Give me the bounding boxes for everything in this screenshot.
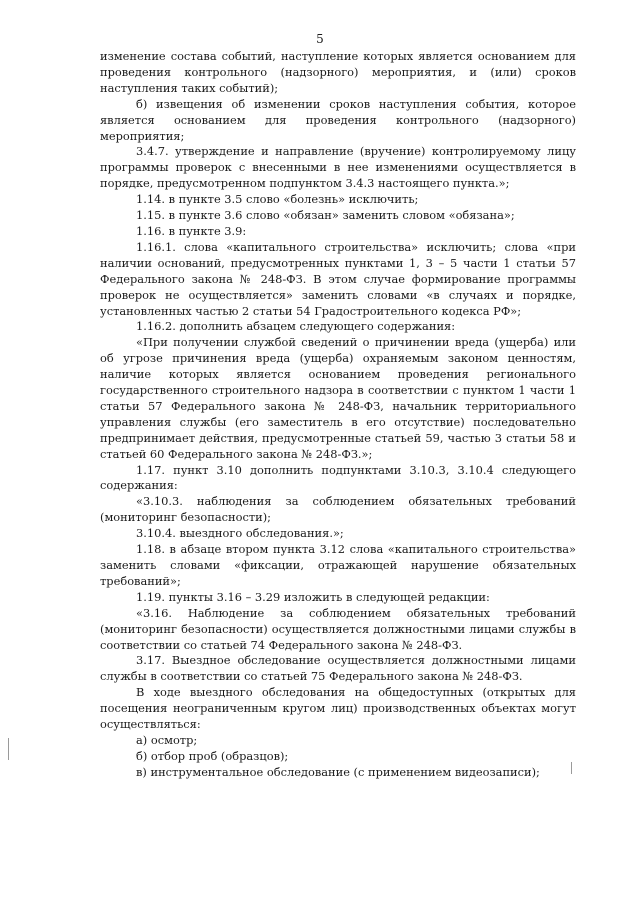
paragraph-7: 1.16.1. слова «капитального строительства» исключить; слова «при наличии оснований, предусмотренных пунктами 1, 3 – 5 части 1 статьи 57 Федерального закона № 248-ФЗ. В этом случае формирование программы проверок не осуществляется» заменить словами «в случаях и порядке, установленных частью 2 статьи 54 Градостроительного кодекса РФ»;	[100, 239, 576, 318]
paragraph-14: 1.19. пункты 3.16 – 3.29 изложить в следующей редакции:	[136, 589, 490, 604]
paragraph-10: 1.17. пункт 3.10 дополнить подпунктами 3.10.3, 3.10.4 следующего содержания:	[100, 462, 576, 493]
page-number: 5	[316, 32, 324, 46]
paragraph-4: 1.14. в пункте 3.5 слово «болезнь» исключить;	[136, 192, 419, 207]
paragraph-6: 1.16. в пункте 3.9:	[136, 223, 247, 238]
paragraph-5: 1.15. в пункте 3.6 слово «обязан» заменить словом «обязана»;	[136, 208, 515, 223]
paragraph-16: 3.17. Выездное обследование осуществляется должностными лицами службы в соответствии со статьей 75 Федерального закона № 248-ФЗ.	[100, 653, 576, 684]
document-body	[100, 49, 576, 781]
paragraph-3: 3.4.7. утверждение и направление (вручение) контролируемому лицу программы проверок с внесенными в нее изменениями осуществляется в порядке, предусмотренном подпунктом 3.4.3 настоящего пункта.»;	[100, 144, 576, 191]
paragraph-13: 1.18. в абзаце втором пункта 3.12 слова «капитального строительства» заменить словами «фиксации, отражающей нарушение обязательных требований»;	[100, 542, 576, 588]
paragraph-18: а) осмотр;	[136, 732, 198, 747]
paragraph-12: 3.10.4. выездного обследования.»;	[136, 526, 344, 541]
paragraph-15: «3.16. Наблюдение за соблюдением обязательных требований (мониторинг безопасности) осуществляется должностными лицами службы в соответствии со статьей 74 Федерального закона № 248-ФЗ.	[100, 605, 576, 652]
paragraph-2: б) извещения об изменении сроков наступления события, которое является основанием для проведения контрольного (надзорного) мероприятия;	[100, 96, 576, 143]
scan-artifact-right	[571, 762, 572, 774]
paragraph-19: б) отбор проб (образцов);	[136, 748, 289, 763]
paragraph-8: 1.16.2. дополнить абзацем следующего содержания:	[136, 319, 456, 334]
paragraph-20: в) инструментальное обследование (с применением видеозаписи);	[136, 764, 540, 779]
scan-artifact-left	[8, 738, 9, 760]
paragraph-9: «При получении службой сведений о причинении вреда (ущерба) или об угрозе причинения вреда (ущерба) охраняемым законом ценностям, наличие которых является основанием проведения регионального государственного строительного надзора в соответствии с пунктом 1 части 1 статьи 57 Федерального закона № 248-ФЗ, начальник территориального управления службы (его заместитель в его отсутствие) последовательно предпринимает действия, предусмотренные статьей 59, частью 3 статьи 58 и статьей 60 Федерального закона № 248-ФЗ.»;	[100, 335, 576, 461]
paragraph-17: В ходе выездного обследования на общедоступных (открытых для посещения неограниченным кругом лиц) производственных объектах могут осуществляться:	[100, 685, 576, 732]
paragraph-1: изменение состава событий, наступление которых является основанием для проведения контрольного (надзорного) мероприятия, и (или) сроков наступления таких событий);	[100, 49, 576, 95]
paragraph-11: «3.10.3. наблюдения за соблюдением обязательных требований (мониторинг безопасности);	[100, 494, 576, 525]
